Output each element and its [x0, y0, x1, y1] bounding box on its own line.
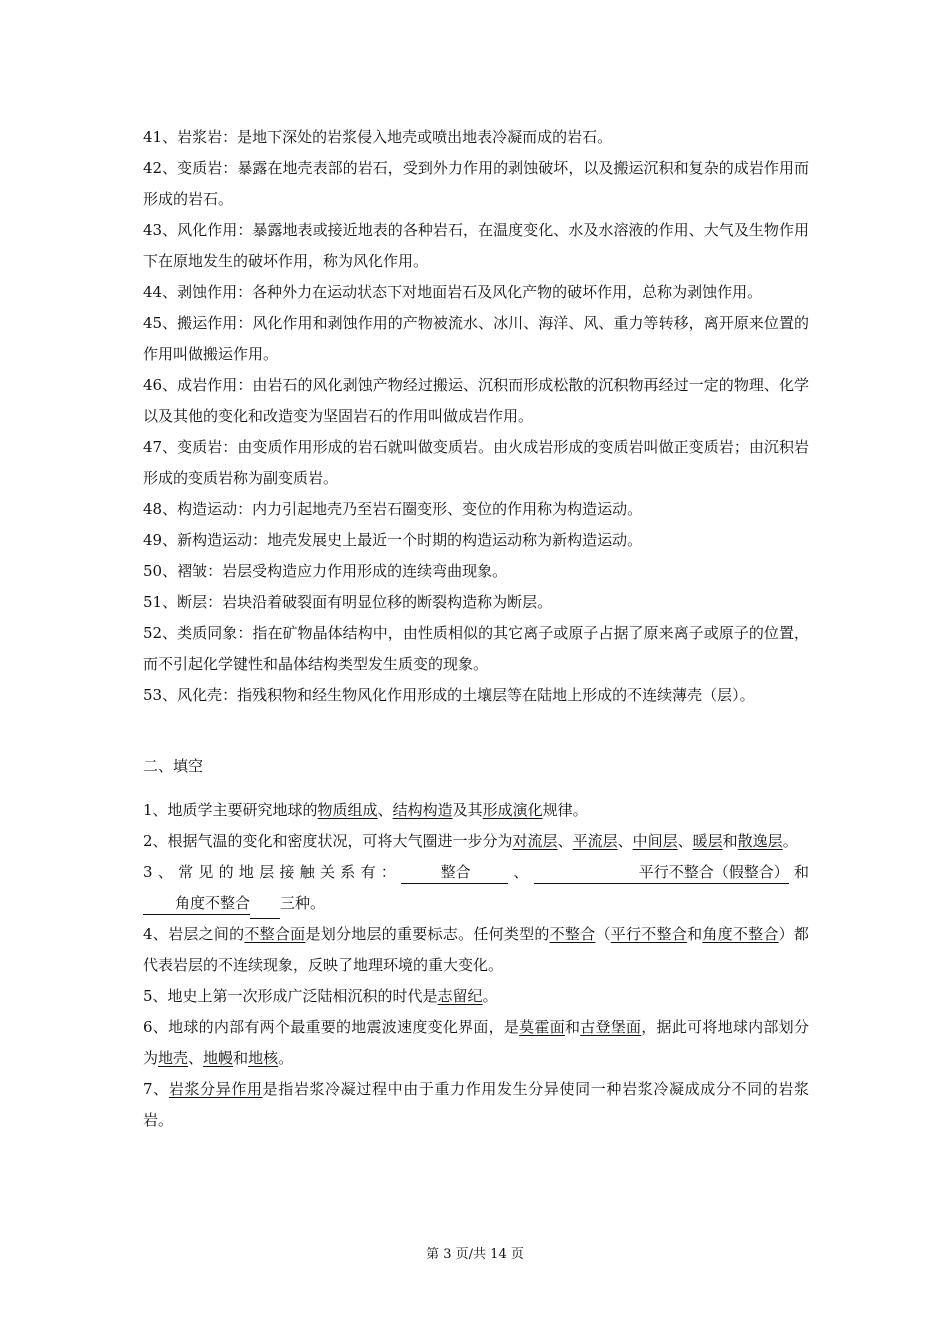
definition-50: 50、褶皱：岩层受构造应力作用形成的连续弯曲现象。	[143, 562, 508, 580]
definition-51: 51、断层：岩块沿着破裂面有明显位移的断裂构造称为断层。	[143, 593, 553, 611]
answer: 地核	[248, 1049, 279, 1067]
page-footer: 第 3 页/共 14 页	[426, 1247, 524, 1262]
answer: 形成演化	[482, 801, 543, 819]
answer: 对流层	[512, 832, 558, 850]
fill-question-4: 4、岩层之间的不整合面是划分地层的重要标志。任何类型的不整合（平行不整合和角度不整合）都代表岩层的不连续现象，反映了地理环境的重大变化。	[143, 925, 809, 974]
answer: 古登堡面	[580, 1018, 642, 1036]
answer: 结构构造	[392, 801, 453, 819]
answer-blank: 角度不整合	[143, 892, 250, 915]
definition-43: 43、风化作用：暴露地表或接近地表的各种岩石，在温度变化、水及水溶液的作用、大气及生物作用下在原地发生的破坏作用，称为风化作用。	[143, 221, 809, 270]
answer: 地幔	[203, 1049, 234, 1067]
answer: 不整合面	[244, 925, 306, 943]
answer: 平行不整合	[610, 925, 688, 943]
answer-blank: 平行不整合（假整合）	[534, 861, 789, 884]
definition-42: 42、变质岩：暴露在地壳表部的岩石，受到外力作用的剥蚀破坏，以及搬运沉积和复杂的成岩作用而形成的岩石。	[143, 159, 809, 208]
definition-41: 41、岩浆岩：是地下深处的岩浆侵入地壳或喷出地表冷凝而成的岩石。	[143, 128, 613, 146]
definition-48: 48、构造运动：内力引起地壳乃至岩石圈变形、变位的作用称为构造运动。	[143, 500, 643, 518]
definition-49: 49、新构造运动：地壳发展史上最近一个时期的构造运动称为新构造运动。	[143, 531, 643, 549]
answer: 莫霍面	[519, 1018, 565, 1036]
definition-45: 45、搬运作用：风化作用和剥蚀作用的产物被流水、冰川、海洋、风、重力等转移，离开原来位置的作用叫做搬运作用。	[143, 314, 809, 363]
section-gap	[143, 711, 809, 751]
blank-tail	[250, 896, 280, 919]
answer: 平流层	[572, 832, 618, 850]
answer: 角度不整合	[702, 925, 779, 943]
fill-question-3: 3、常见的地层接触关系有： 整合 、 平行不整合（假整合）和角度不整合 三种。	[143, 857, 809, 919]
fill-question-1: 1、地质学主要研究地球的物质组成、结构构造及其形成演化规律。	[143, 801, 588, 819]
fill-question-7: 7、岩浆分异作用是指岩浆冷凝过程中由于重力作用发生分异使同一种岩浆冷凝成成分不同的岩浆岩。	[143, 1080, 809, 1129]
definition-52: 52、类质同象：指在矿物晶体结构中，由性质相似的其它离子或原子占据了原来离子或原子的位置，而不引起化学键性和晶体结构类型发生质变的现象。	[143, 624, 809, 673]
definition-47: 47、变质岩：由变质作用形成的岩石就叫做变质岩。由火成岩形成的变质岩叫做正变质岩；由沉积岩形成的变质岩称为副变质岩。	[143, 438, 809, 487]
answer: 物质组成	[317, 801, 378, 819]
definition-46: 46、成岩作用：由岩石的风化剥蚀产物经过搬运、沉积而形成松散的沉积物再经过一定的物理、化学以及其他的变化和改造变为坚固岩石的作用叫做成岩作用。	[143, 376, 809, 425]
answer: 散逸层	[737, 832, 783, 850]
definition-53: 53、风化壳：指残积物和经生物风化作用形成的土壤层等在陆地上形成的不连续薄壳（层）。	[143, 686, 755, 704]
page-content	[143, 122, 809, 1136]
answer: 不整合	[549, 925, 596, 943]
answer: 中间层	[632, 832, 678, 850]
definition-44: 44、剥蚀作用：各种外力在运动状态下对地面岩石及风化产物的破坏作用，总称为剥蚀作用。	[143, 283, 763, 301]
section-title: 二、填空	[143, 757, 204, 775]
fill-question-6: 6、地球的内部有两个最重要的地震波速度变化界面，是莫霍面和古登堡面，据此可将地球内部划分为地壳、地幔和地核。	[143, 1018, 809, 1067]
fill-question-2: 2、根据气温的变化和密度状况，可将大气圈进一步分为对流层、平流层、中间层、暖层和散逸层。	[143, 832, 798, 850]
answer: 暖层	[692, 832, 723, 850]
answer-blank: 整合	[401, 861, 508, 884]
fill-question-5: 5、地史上第一次形成广泛陆相沉积的时代是志留纪。	[143, 987, 498, 1005]
answer: 志留纪	[437, 987, 483, 1005]
answer: 岩浆分异作用	[168, 1080, 263, 1098]
answer: 地壳	[158, 1049, 189, 1067]
